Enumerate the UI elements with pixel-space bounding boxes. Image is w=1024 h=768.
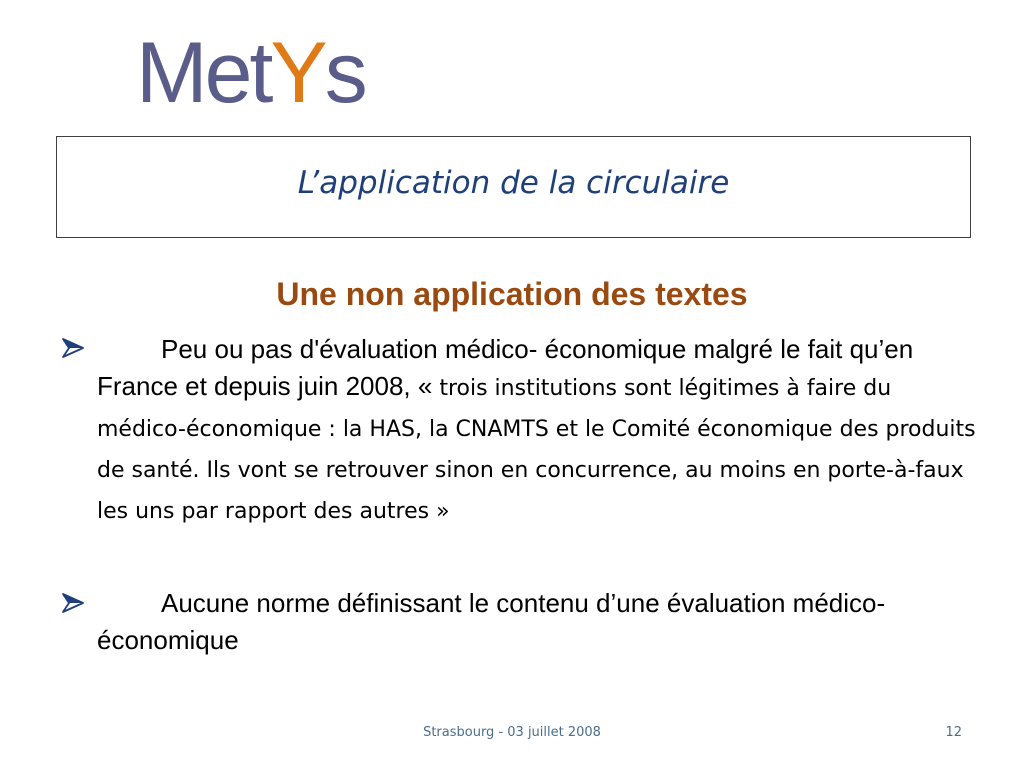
bullet-text-1 <box>97 331 977 532</box>
slide-title: L’application de la circulaire <box>297 165 730 201</box>
slide-title-box <box>56 136 971 238</box>
bullet-2-text: Aucune norme définissant le contenu d’une évaluation médico-économique <box>97 588 886 655</box>
footer-location-date: Strasbourg - 03 juillet 2008 <box>423 725 601 740</box>
logo-text-accent: Y <box>270 25 325 121</box>
slide-subtitle: Une non application des textes <box>276 276 748 312</box>
arrow-bullet-icon <box>60 337 88 361</box>
bullet-1-quote: trois institutions sont légitimes à faire du médico-économique : la HAS, la CNAMTS et le Comité économique des produits de santé. Ils vont se retrouver sinon en concurrence, au moins en porte-à-faux les uns par rapport des autres » <box>97 376 976 524</box>
bullet-text-2 <box>97 585 977 659</box>
logo-text-main: Met <box>136 25 271 121</box>
bullet-1-lead: Peu ou pas d'évaluation médico- économique malgré le fait qu’en France et depuis juin 2008, « <box>97 334 914 401</box>
footer-page-number: 12 <box>945 725 962 740</box>
arrow-bullet-icon <box>60 592 88 616</box>
logo-text-end: s <box>324 25 365 121</box>
metys-logo <box>136 25 365 121</box>
